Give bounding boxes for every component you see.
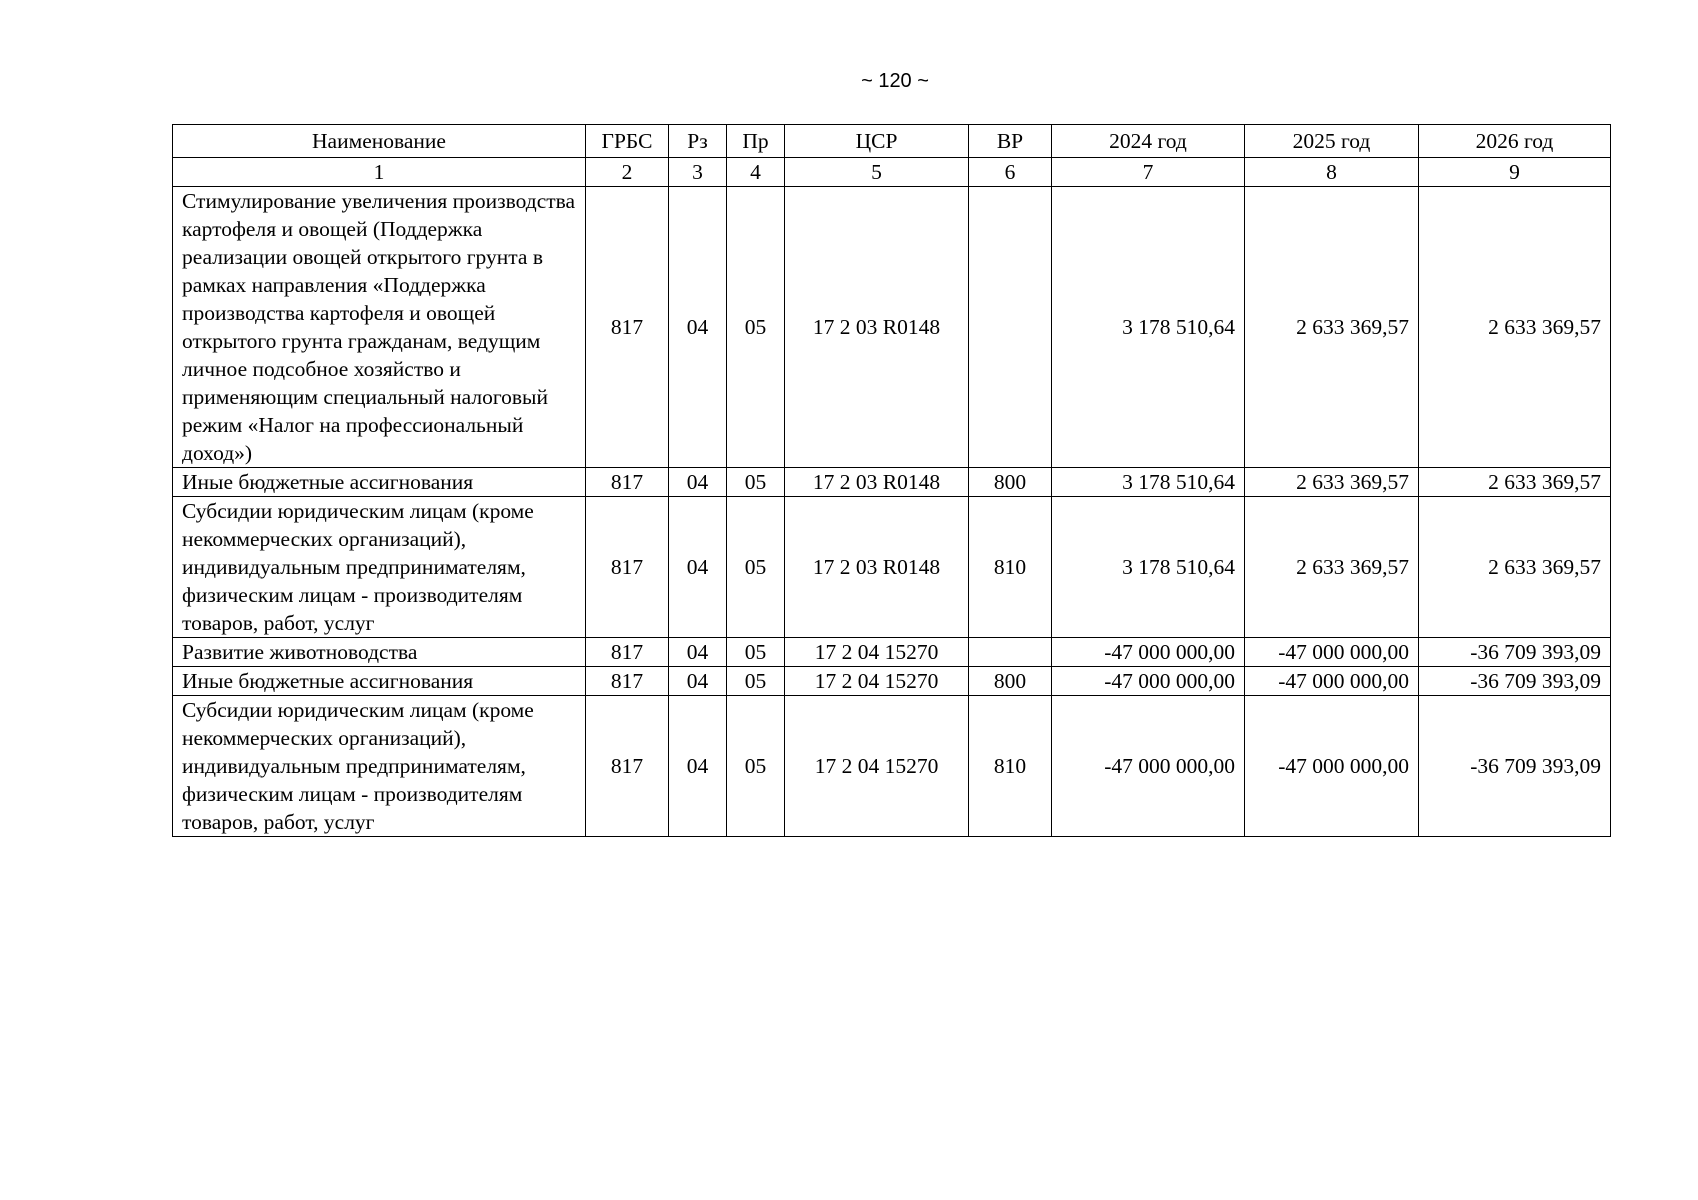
amount-2025-cell: -47 000 000,00 [1245, 696, 1419, 837]
amount-2025-cell: 2 633 369,57 [1245, 497, 1419, 638]
amount-2026-cell: -36 709 393,09 [1419, 638, 1611, 667]
column-number: 9 [1419, 158, 1611, 187]
column-number: 1 [173, 158, 586, 187]
amount-2024-cell: -47 000 000,00 [1052, 638, 1245, 667]
budget-table [172, 124, 1611, 837]
amount-2025-cell: 2 633 369,57 [1245, 187, 1419, 468]
vr-cell: 810 [969, 497, 1052, 638]
vr-cell [969, 638, 1052, 667]
header-2024: 2024 год [1052, 125, 1245, 158]
table-row [173, 638, 1611, 667]
amount-2024-cell: 3 178 510,64 [1052, 187, 1245, 468]
grbs-cell: 817 [586, 696, 669, 837]
page-number: ~ 120 ~ [861, 70, 929, 92]
grbs-cell: 817 [586, 187, 669, 468]
table-row [173, 667, 1611, 696]
amount-2026-cell: -36 709 393,09 [1419, 667, 1611, 696]
header-row [173, 125, 1611, 158]
amount-2024-cell: 3 178 510,64 [1052, 468, 1245, 497]
rz-cell: 04 [669, 638, 727, 667]
csr-cell: 17 2 04 15270 [785, 638, 969, 667]
column-number: 4 [727, 158, 785, 187]
pr-cell: 05 [727, 187, 785, 468]
csr-cell: 17 2 03 R0148 [785, 468, 969, 497]
table-row [173, 696, 1611, 837]
vr-cell: 800 [969, 667, 1052, 696]
amount-2024-cell: -47 000 000,00 [1052, 667, 1245, 696]
column-number: 2 [586, 158, 669, 187]
vr-cell: 810 [969, 696, 1052, 837]
rz-cell: 04 [669, 468, 727, 497]
amount-2025-cell: -47 000 000,00 [1245, 667, 1419, 696]
grbs-cell: 817 [586, 468, 669, 497]
header-csr: ЦСР [785, 125, 969, 158]
csr-cell: 17 2 04 15270 [785, 696, 969, 837]
table-row [173, 468, 1611, 497]
column-number: 7 [1052, 158, 1245, 187]
header-2025: 2025 год [1245, 125, 1419, 158]
row-name-cell: Стимулирование увеличения производства картофеля и овощей (Поддержка реализации овощей открытого грунта в рамках направления «Поддержка производства картофеля и овощей открытого грунта гражданам, ведущим личное подсобное хозяйство и применяющим специальный налоговый режим «Налог на профессиональный доход») [173, 187, 586, 468]
header-vr: ВР [969, 125, 1052, 158]
vr-cell [969, 187, 1052, 468]
amount-2026-cell: 2 633 369,57 [1419, 468, 1611, 497]
rz-cell: 04 [669, 497, 727, 638]
pr-cell: 05 [727, 638, 785, 667]
header-name: Наименование [173, 125, 586, 158]
row-name-cell: Иные бюджетные ассигнования [173, 667, 586, 696]
amount-2026-cell: 2 633 369,57 [1419, 187, 1611, 468]
csr-cell: 17 2 04 15270 [785, 667, 969, 696]
row-name-cell: Субсидии юридическим лицам (кроме некоммерческих организаций), индивидуальным предпринимателям, физическим лицам - производителям товаров, работ, услуг [173, 497, 586, 638]
pr-cell: 05 [727, 667, 785, 696]
amount-2024-cell: -47 000 000,00 [1052, 696, 1245, 837]
rz-cell: 04 [669, 667, 727, 696]
grbs-cell: 817 [586, 497, 669, 638]
rz-cell: 04 [669, 187, 727, 468]
header-2026: 2026 год [1419, 125, 1611, 158]
header-rz: Рз [669, 125, 727, 158]
column-number-row [173, 158, 1611, 187]
amount-2026-cell: -36 709 393,09 [1419, 696, 1611, 837]
pr-cell: 05 [727, 696, 785, 837]
column-number: 5 [785, 158, 969, 187]
row-name-cell: Иные бюджетные ассигнования [173, 468, 586, 497]
header-pr: Пр [727, 125, 785, 158]
amount-2026-cell: 2 633 369,57 [1419, 497, 1611, 638]
vr-cell: 800 [969, 468, 1052, 497]
pr-cell: 05 [727, 497, 785, 638]
csr-cell: 17 2 03 R0148 [785, 497, 969, 638]
grbs-cell: 817 [586, 667, 669, 696]
row-name-cell: Развитие животноводства [173, 638, 586, 667]
amount-2025-cell: -47 000 000,00 [1245, 638, 1419, 667]
header-grbs: ГРБС [586, 125, 669, 158]
column-number: 8 [1245, 158, 1419, 187]
pr-cell: 05 [727, 468, 785, 497]
table-row [173, 497, 1611, 638]
table-row [173, 187, 1611, 468]
grbs-cell: 817 [586, 638, 669, 667]
amount-2024-cell: 3 178 510,64 [1052, 497, 1245, 638]
column-number: 3 [669, 158, 727, 187]
amount-2025-cell: 2 633 369,57 [1245, 468, 1419, 497]
column-number: 6 [969, 158, 1052, 187]
rz-cell: 04 [669, 696, 727, 837]
csr-cell: 17 2 03 R0148 [785, 187, 969, 468]
row-name-cell: Субсидии юридическим лицам (кроме некоммерческих организаций), индивидуальным предпринимателям, физическим лицам - производителям товаров, работ, услуг [173, 696, 586, 837]
